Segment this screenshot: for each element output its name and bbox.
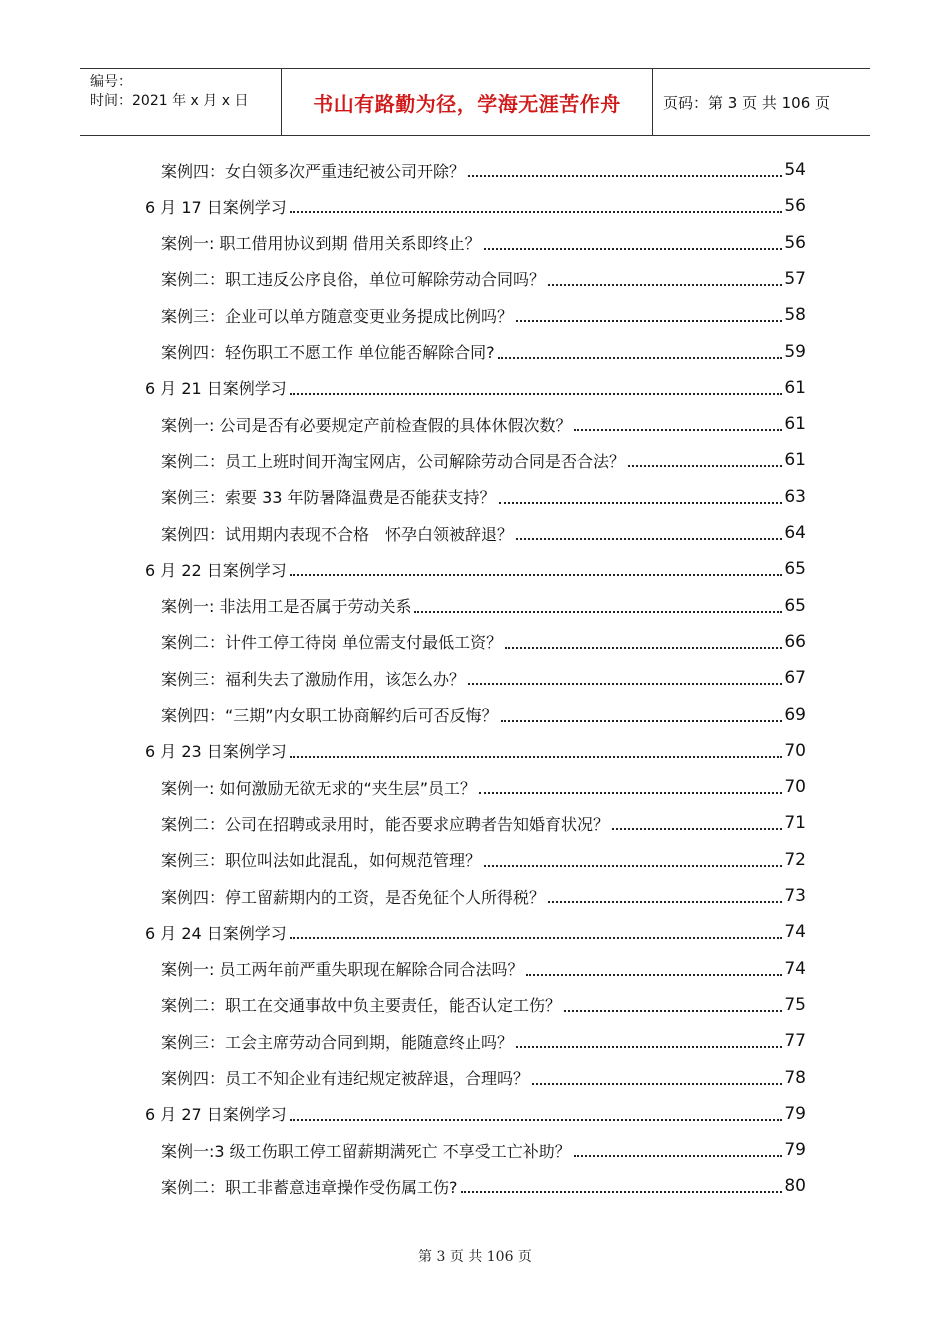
toc-entry-title: 案例四：试用期内表现不合格 怀孕白领被辞退？ [161,524,514,544]
toc-entry-title: 案例二：公司在招聘或录用时，能否要求应聘者告知婚育状况？ [161,814,610,834]
toc-entry-title: 6 月 24 日案例学习 [145,923,287,943]
toc-dot-leader [526,974,782,976]
toc-entry-title: 案例二：职工非蓄意违章操作受伤属工伤? [161,1177,458,1197]
toc-entry-title: 案例一: 如何激励无欲无求的“夹生层”员工？ [161,778,477,798]
toc-page-number: 56 [784,232,806,253]
header-meta [80,69,282,135]
toc-dot-leader [505,647,782,649]
toc-case-entry[interactable] [161,1023,806,1059]
toc-dot-leader [290,756,783,758]
header-number-label: 编号： [90,74,132,90]
toc-case-entry[interactable] [161,624,806,660]
toc-page-number: 73 [784,886,806,906]
toc-entry-title: 6 月 22 日案例学习 [145,560,287,580]
toc-entry-title: 案例三：索要 33 年防暑降温费是否能获支持？ [161,488,496,508]
toc-page-number: 69 [784,704,806,725]
toc-dot-leader [516,320,782,322]
toc-case-entry[interactable] [161,842,806,878]
toc-dot-leader [628,465,782,467]
page-header [80,68,870,136]
toc-page-number: 61 [784,450,806,471]
toc-page-number: 66 [784,631,806,652]
header-page-info: 页码：第 3 页 共 106 页 [663,93,831,112]
toc-page-number: 65 [784,559,806,580]
toc-case-entry[interactable] [161,515,806,551]
toc-page-number: 78 [784,1067,806,1088]
toc-dot-leader [499,502,783,504]
toc-entry-title: 案例四：轻伤职工不愿工作 单位能否解除合同? [161,343,495,362]
toc-page-number: 64 [784,523,806,543]
toc-case-entry[interactable] [161,225,806,261]
toc-entry-title: 6 月 27 日案例学习 [145,1105,287,1125]
toc-entry-title: 案例四：“三期”内女职工协商解约后可否反悔？ [161,706,498,725]
toc-section-entry[interactable] [145,1096,806,1132]
toc-dot-leader [516,1046,782,1048]
header-date: 时间：2021 年 x 月 x 日 [90,93,249,109]
toc-case-entry[interactable] [161,951,806,987]
toc-case-entry[interactable] [161,697,806,733]
toc-dot-leader [498,357,783,359]
toc-page-number: 72 [784,849,806,870]
toc-entry-title: 案例四：员工不知企业有违纪规定被辞退，合理吗？ [161,1069,530,1088]
header-motto: 书山有路勤为径，学海无涯苦作舟 [282,69,653,135]
toc-dot-leader [290,574,783,576]
toc-entry-title: 案例三：职位叫法如此混乱，如何规范管理？ [161,851,482,871]
toc-case-entry[interactable] [161,479,806,515]
toc-dot-leader [290,937,783,939]
toc-case-entry[interactable] [161,805,806,841]
toc-case-entry[interactable] [161,152,806,188]
toc-page-number: 79 [784,1103,806,1124]
toc-page-number: 59 [784,341,806,362]
toc-dot-leader [574,429,782,431]
toc-entry-title: 案例二：职工在交通事故中负主要责任，能否认定工伤？ [161,996,562,1016]
toc-page-number: 67 [784,668,806,689]
toc-entry-title: 案例一: 职工借用协议到期 借用关系即终止？ [161,234,481,254]
toc-dot-leader [290,393,783,395]
toc-entry-title: 6 月 17 日案例学习 [145,197,287,217]
toc-dot-leader [564,1010,782,1012]
toc-dot-leader [484,248,783,250]
toc-entry-title: 案例三：企业可以单方随意变更业务提成比例吗？ [161,306,514,326]
toc-case-entry[interactable] [161,987,806,1023]
toc-section-entry[interactable] [145,914,806,950]
toc-entry-title: 案例一:3 级工伤职工停工留薪期满死亡 不享受工亡补助？ [161,1141,571,1161]
toc-dot-leader [414,611,782,613]
toc-page-number: 80 [784,1176,806,1197]
toc-dot-leader [532,1083,782,1085]
toc-page-number: 65 [784,595,806,616]
toc-case-entry[interactable] [161,334,806,370]
toc-dot-leader [612,828,782,830]
toc-section-entry[interactable] [145,370,806,406]
toc-page-number: 58 [784,305,806,326]
toc-entry-title: 案例四：停工留薪期内的工资，是否免征个人所得税？ [161,887,546,907]
toc-section-entry[interactable] [145,188,806,224]
toc-page-number: 79 [784,1140,806,1161]
toc-page-number: 70 [784,777,806,798]
toc-dot-leader [548,284,782,286]
toc-page-number: 71 [784,813,806,834]
toc-section-entry[interactable] [145,551,806,587]
toc-entry-title: 案例四：女白领多次严重违纪被公司开除？ [161,161,466,181]
toc-entry-title: 案例一: 非法用工是否属于劳动关系 [161,597,412,617]
toc-entry-title: 案例二：计件工停工待岗 单位需支付最低工资？ [161,633,503,653]
toc-dot-leader [461,1191,783,1193]
toc-dot-leader [501,720,783,722]
toc-section-entry[interactable] [145,733,806,769]
toc-case-entry[interactable] [161,1168,806,1204]
toc-entry-title: 案例三：工会主席劳动合同到期，能随意终止吗？ [161,1032,514,1052]
page-footer: 第 3 页 共 106 页 [418,1249,532,1265]
toc-entry-title: 案例三：福利失去了激励作用，该怎么办？ [161,669,466,689]
toc-page-number: 74 [784,958,806,979]
toc-dot-leader [516,538,782,540]
toc-entry-title: 案例一: 员工两年前严重失职现在解除合同合法吗？ [161,960,524,980]
toc-page-number: 56 [784,196,806,217]
toc-case-entry[interactable] [161,769,806,805]
toc-page-number: 63 [784,486,806,507]
toc-page-number: 57 [784,268,806,289]
toc-dot-leader [468,175,782,177]
toc-page-number: 77 [784,1031,806,1052]
toc-page-number: 61 [784,414,806,435]
toc-case-entry[interactable] [161,878,806,914]
toc-dot-leader [290,1119,783,1121]
toc-entry-title: 案例二：职工违反公序良俗，单位可解除劳动合同吗？ [161,270,546,290]
toc-case-entry[interactable] [161,442,806,478]
toc-page-number: 61 [784,377,806,398]
toc-dot-leader [548,901,782,903]
toc-entry-title: 6 月 23 日案例学习 [145,742,287,762]
toc-entry-title: 案例二：员工上班时间开淘宝网店，公司解除劳动合同是否合法？ [161,451,626,471]
toc-page-number: 54 [784,160,806,180]
toc-case-entry[interactable] [161,588,806,624]
toc-dot-leader [484,865,782,867]
toc-dot-leader [574,1155,783,1157]
toc-case-entry[interactable] [161,660,806,696]
toc-case-entry[interactable] [161,297,806,333]
toc-case-entry[interactable] [161,406,806,442]
toc-page-number: 74 [784,922,806,943]
toc-case-entry[interactable] [161,1132,806,1168]
toc-case-entry[interactable] [161,1060,806,1096]
toc-page-number: 75 [784,994,806,1015]
toc-case-entry[interactable] [161,261,806,297]
toc-dot-leader [468,683,782,685]
toc-dot-leader [290,211,783,213]
toc-entry-title: 6 月 21 日案例学习 [145,379,287,399]
toc-entry-title: 案例一: 公司是否有必要规定产前检查假的具体休假次数？ [161,415,572,435]
toc-dot-leader [479,792,782,794]
toc-page-number: 70 [784,740,806,761]
